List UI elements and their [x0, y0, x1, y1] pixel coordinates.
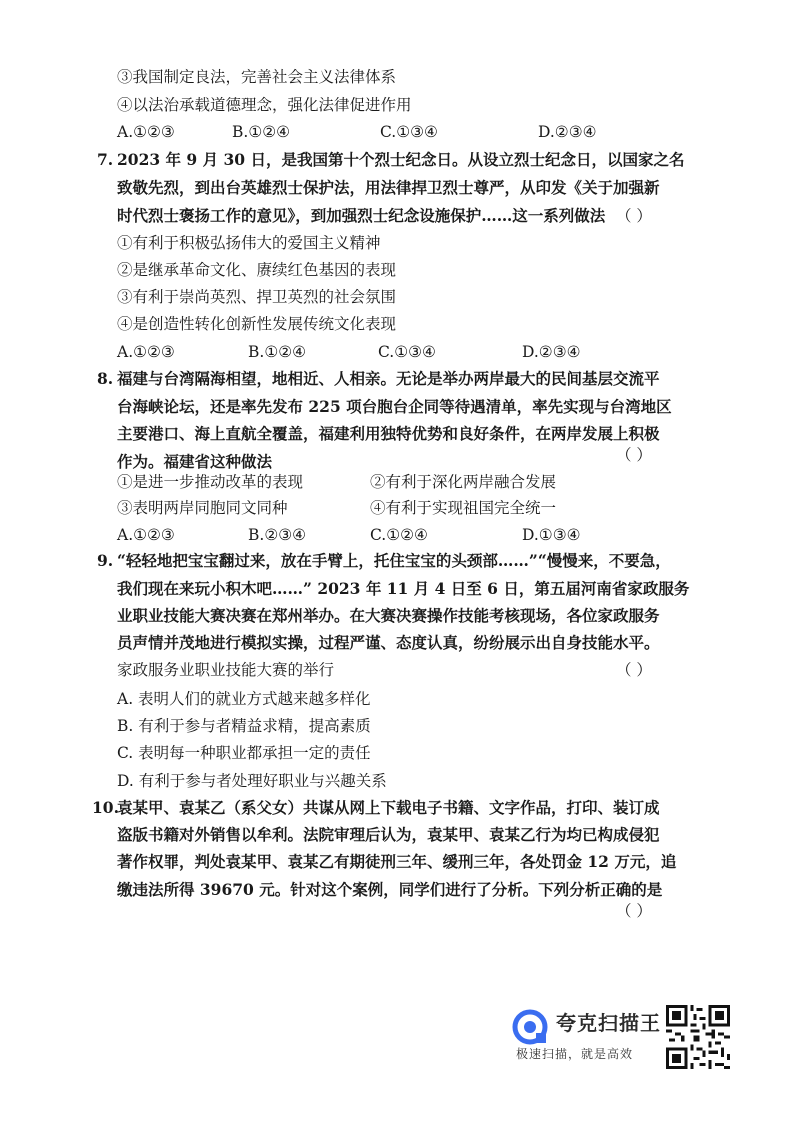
q9-stem-line-4: 员声情并茂地进行模拟实操，过程严谨、态度认真，纷纷展示出自身技能水平。 — [117, 633, 660, 652]
q8-option-a: A.①②③ — [117, 526, 175, 544]
q8-statement-4: ④有利于实现祖国完全统一 — [370, 499, 557, 517]
q7-statement-3: ③有利于崇尚英烈、捍卫英烈的社会氛围 — [117, 288, 397, 306]
q7-statement-2: ②是继承革命文化、赓续红色基因的表现 — [117, 261, 397, 279]
quark-logo-icon — [512, 1009, 548, 1045]
q10-number: 10. — [92, 798, 119, 817]
q7-answer-blank: （ ） — [616, 207, 652, 225]
q10-stem-line-3: 著作权罪，判处袁某甲、袁某乙有期徒刑三年、缓刑三年，各处罚金 12 万元，追 — [117, 852, 677, 871]
q8-option-d: D.①③④ — [522, 526, 581, 544]
q7-stem-line-2: 致敬先烈，到出台英雄烈士保护法，用法律捍卫烈士尊严，从印发《关于加强新 — [117, 178, 660, 197]
q8-number: 8. — [97, 369, 114, 388]
q8-statement-2: ②有利于深化两岸融合发展 — [370, 473, 557, 491]
q7-option-a: A.①②③ — [117, 343, 175, 361]
watermark-brand: 夸克扫描王 — [556, 1011, 661, 1035]
q9-option-d: D. 有利于参与者处理好职业与兴趣关系 — [117, 772, 387, 790]
q9-number: 9. — [97, 551, 114, 570]
q7-option-d: D.②③④ — [522, 343, 581, 361]
q7-stem-line-1: 2023 年 9 月 30 日，是我国第十个烈士纪念日。从设立烈士纪念日，以国家之名 — [117, 150, 685, 169]
q8-stem-line-4: 作为。福建省这种做法 — [117, 452, 273, 471]
q8-statement-3: ③表明两岸同胞同文同种 — [117, 499, 288, 517]
q6-option-d: D.②③④ — [538, 123, 597, 141]
q7-statement-4: ④是创造性转化创新性发展传统文化表现 — [117, 315, 397, 333]
q6-option-c: C.①③④ — [380, 123, 438, 141]
q6-option-a: A.①②③ — [117, 123, 175, 141]
q6-option-b: B.①②④ — [232, 123, 291, 141]
q9-stem-line-1: “轻轻地把宝宝翻过来，放在手臂上，托住宝宝的头颈部……”“慢慢来，不要急， — [117, 551, 671, 570]
q8-answer-blank: （ ） — [616, 446, 652, 464]
q8-stem-line-1: 福建与台湾隔海相望，地相近、人相亲。无论是举办两岸最大的民间基层交流平 — [117, 369, 660, 388]
q8-stem-line-3: 主要港口、海上直航全覆盖，福建利用独特优势和良好条件，在两岸发展上积极 — [117, 424, 660, 443]
q6-statement-4: ④以法治承载道德理念，强化法律促进作用 — [117, 96, 412, 114]
q10-stem-line-1: 袁某甲、袁某乙（系父女）共谋从网上下载电子书籍、文字作品，打印、装订成 — [117, 798, 660, 817]
q8-statement-1: ①是进一步推动改革的表现 — [117, 473, 304, 491]
q10-answer-blank: （ ） — [616, 902, 652, 920]
q9-option-c: C. 表明每一种职业都承担一定的责任 — [117, 744, 371, 762]
q10-stem-line-4: 缴违法所得 39670 元。针对这个案例，同学们进行了分析。下列分析正确的是 — [117, 880, 663, 899]
q9-stem-line-3: 业职业技能大赛决赛在郑州举办。在大赛决赛操作技能考核现场，各位家政服务 — [117, 606, 660, 625]
q9-answer-blank: （ ） — [616, 661, 652, 679]
scanner-watermark — [512, 1005, 734, 1069]
qr-code-icon — [666, 1005, 730, 1069]
q7-stem-line-3: 时代烈士褒扬工作的意见》，到加强烈士纪念设施保护……这一系列做法 — [117, 206, 606, 225]
q9-option-b: B. 有利于参与者精益求精，提高素质 — [117, 717, 371, 735]
q7-number: 7. — [97, 150, 114, 169]
q8-option-c: C.①②④ — [370, 526, 428, 544]
q8-stem-line-2: 台海峡论坛，还是率先发布 225 项台胞台企同等待遇清单，率先实现与台湾地区 — [117, 397, 672, 416]
q9-stem-line-2: 我们现在来玩小积木吧……” 2023 年 11 月 4 日至 6 日，第五届河南省家政服务 — [117, 579, 690, 598]
q9-stem-line-5: 家政服务业职业技能大赛的举行 — [117, 661, 335, 679]
q7-option-c: C.①③④ — [378, 343, 436, 361]
watermark-slogan: 极速扫描，就是高效 — [516, 1047, 634, 1061]
q6-statement-3: ③我国制定良法，完善社会主义法律体系 — [117, 68, 397, 86]
q7-option-b: B.①②④ — [248, 343, 307, 361]
q7-statement-1: ①有利于积极弘扬伟大的爱国主义精神 — [117, 234, 381, 252]
q9-option-a: A. 表明人们的就业方式越来越多样化 — [117, 690, 371, 708]
q10-stem-line-2: 盗版书籍对外销售以牟利。法院审理后认为，袁某甲、袁某乙行为均已构成侵犯 — [117, 825, 660, 844]
q8-option-b: B.②③④ — [248, 526, 307, 544]
